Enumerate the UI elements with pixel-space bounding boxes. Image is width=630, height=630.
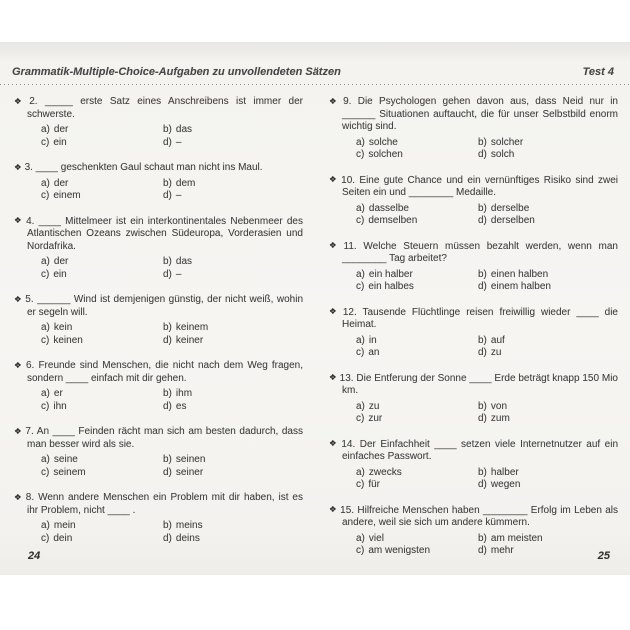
question-item xyxy=(329,306,618,360)
option-key: d) xyxy=(478,149,487,160)
option-key: d) xyxy=(163,532,172,544)
question-text: Hilfreiche Menschen haben ________ Erfolg im Leben als andere, weil sie sich um andere kümmern. xyxy=(342,504,618,528)
question-item xyxy=(14,491,303,545)
question-number: 10. xyxy=(341,174,360,186)
option-item xyxy=(163,520,303,533)
question-number: 3. xyxy=(24,162,36,173)
options-grid xyxy=(356,467,618,492)
option-value: deins xyxy=(175,532,200,544)
option-item xyxy=(163,256,303,269)
option-key: b) xyxy=(163,124,172,135)
option-value: solchen xyxy=(368,149,403,160)
option-value: auf xyxy=(490,334,505,346)
option-key: c) xyxy=(356,281,365,292)
option-key: b) xyxy=(163,520,172,531)
option-item xyxy=(163,454,303,467)
option-value: zum xyxy=(490,413,510,424)
option-value: einem xyxy=(53,190,81,201)
question-item xyxy=(14,95,303,149)
option-key: c) xyxy=(356,413,365,424)
option-item xyxy=(356,149,478,162)
option-item xyxy=(41,335,163,348)
question-text: ______ Wind ist demjenigen günstig, der nicht weiß, wohin er segeln will. xyxy=(27,294,304,318)
option-value: solch xyxy=(490,149,515,160)
question-text-line xyxy=(329,306,618,332)
option-value: kein xyxy=(53,322,73,333)
question-text-line xyxy=(329,438,618,464)
question-number: 6. xyxy=(25,360,39,371)
question-number: 7. xyxy=(25,426,37,437)
option-key: c) xyxy=(356,545,365,556)
option-value: an xyxy=(368,347,380,358)
option-value: dem xyxy=(175,177,196,189)
option-value: solcher xyxy=(490,136,524,148)
option-value: keinem xyxy=(175,322,209,333)
option-key: b) xyxy=(163,454,172,465)
diamond-bullet-icon: ❖ xyxy=(329,174,339,184)
option-value: derselben xyxy=(490,215,535,226)
question-item xyxy=(329,504,618,558)
question-text: Wenn andere Menschen ein Problem mit dir haben, ist es ihr Problem, nicht ____ . xyxy=(27,492,303,516)
option-value: in xyxy=(368,334,377,346)
option-key: c) xyxy=(41,334,50,346)
option-key: d) xyxy=(163,466,172,478)
option-item xyxy=(163,467,303,480)
option-value: keiner xyxy=(175,334,204,346)
option-key: d) xyxy=(163,190,172,201)
option-item xyxy=(163,137,303,150)
option-key: d) xyxy=(478,347,487,358)
option-value: einem halben xyxy=(490,281,551,292)
option-key: d) xyxy=(478,215,487,226)
option-value: ein halber xyxy=(368,268,413,280)
option-value: ihn xyxy=(53,400,67,412)
question-text-line xyxy=(329,504,618,530)
option-value: es xyxy=(175,400,187,412)
options-grid xyxy=(41,388,303,413)
question-text: _____ erste Satz eines Anschreibens ist immer der schwerste. xyxy=(27,96,304,120)
option-key: a) xyxy=(41,388,50,399)
option-key: a) xyxy=(356,400,365,412)
option-value: er xyxy=(53,388,63,399)
option-key: a) xyxy=(356,532,365,544)
option-value: von xyxy=(490,400,508,412)
option-item xyxy=(356,545,478,558)
option-key: b) xyxy=(478,202,487,214)
question-text-line xyxy=(14,215,303,254)
question-text: An ____ Feinden rächt man sich am besten dadurch, dass man besser wird als sie. xyxy=(27,426,303,450)
question-number: 11. xyxy=(343,240,364,252)
option-item xyxy=(356,347,478,360)
option-value: dasselbe xyxy=(368,202,409,214)
diamond-bullet-icon: ❖ xyxy=(329,438,339,448)
options-grid xyxy=(41,124,303,149)
option-item xyxy=(41,256,163,269)
option-value: – xyxy=(175,136,182,148)
diamond-bullet-icon: ❖ xyxy=(329,372,337,382)
question-text: Freunde sind Menschen, die nicht nach dem Weg fragen, sondern ____ einfach mit dir gehen. xyxy=(27,360,304,384)
question-text: Die Entferung der Sonne ____ Erde beträgt knapp 150 Mio km. xyxy=(342,372,618,396)
question-number: 14. xyxy=(341,438,360,450)
question-number: 2. xyxy=(29,96,45,107)
question-text: Eine gute Chance und ein vernünftiges Risiko sind zwei Seiten ein und ________ Medaille. xyxy=(342,174,618,198)
option-item xyxy=(478,269,618,282)
option-key: c) xyxy=(41,136,50,148)
option-item xyxy=(478,137,618,150)
option-value: viel xyxy=(368,532,384,544)
option-value: mehr xyxy=(490,545,514,556)
option-key: b) xyxy=(478,532,487,544)
option-value: der xyxy=(53,256,69,267)
option-value: keinen xyxy=(53,334,83,346)
question-item xyxy=(329,95,618,162)
option-item xyxy=(478,467,618,480)
option-value: am wenigsten xyxy=(368,545,431,556)
option-value: der xyxy=(53,124,69,135)
page-number-right: 25 xyxy=(597,550,610,562)
options-grid xyxy=(356,335,618,360)
option-key: d) xyxy=(478,281,487,292)
question-item xyxy=(14,293,303,347)
options-grid xyxy=(41,178,303,203)
option-value: seinen xyxy=(175,454,206,465)
option-key: a) xyxy=(356,334,365,346)
option-item xyxy=(41,454,163,467)
option-item xyxy=(356,203,478,216)
options-grid xyxy=(41,322,303,347)
question-item xyxy=(329,174,618,228)
left-page-column xyxy=(14,95,303,570)
option-item xyxy=(356,281,478,294)
option-key: b) xyxy=(163,322,172,333)
option-value: einen halben xyxy=(490,268,549,280)
question-text: Der Einfachheit ____ setzen viele Internetnutzer auf ein einfaches Passwort. xyxy=(342,438,619,462)
option-item xyxy=(356,137,478,150)
option-value: für xyxy=(368,479,381,490)
option-item xyxy=(478,149,618,162)
option-item xyxy=(41,533,163,546)
option-value: – xyxy=(175,190,182,201)
question-item xyxy=(329,372,618,426)
option-value: zu xyxy=(368,400,380,412)
option-key: d) xyxy=(163,268,172,280)
option-item xyxy=(478,215,618,228)
option-key: c) xyxy=(41,466,50,478)
option-item xyxy=(41,322,163,335)
option-item xyxy=(356,215,478,228)
option-value: derselbe xyxy=(490,202,530,214)
option-value: zur xyxy=(368,413,383,424)
diamond-bullet-icon: ❖ xyxy=(329,240,341,250)
diamond-bullet-icon: ❖ xyxy=(329,95,341,106)
option-key: a) xyxy=(41,454,50,465)
option-key: c) xyxy=(41,190,50,201)
question-text-line xyxy=(14,359,303,385)
option-value: zwecks xyxy=(368,466,402,478)
question-number: 8. xyxy=(25,492,39,503)
option-key: a) xyxy=(41,177,50,189)
right-page-column xyxy=(329,95,618,570)
option-item xyxy=(478,479,618,492)
question-text-line xyxy=(14,425,303,451)
options-grid xyxy=(356,203,618,228)
option-key: d) xyxy=(478,545,487,556)
option-key: a) xyxy=(41,256,50,267)
option-item xyxy=(356,335,478,348)
diamond-bullet-icon: ❖ xyxy=(14,293,23,304)
question-number: 5. xyxy=(25,294,38,305)
option-key: a) xyxy=(356,268,365,280)
option-value: zu xyxy=(490,347,502,358)
option-value: der xyxy=(53,177,69,189)
question-text-line xyxy=(14,161,303,175)
option-key: b) xyxy=(478,466,487,478)
question-item xyxy=(329,438,618,492)
option-item xyxy=(356,269,478,282)
option-key: b) xyxy=(163,256,172,267)
options-grid xyxy=(41,256,303,281)
option-key: c) xyxy=(356,215,365,226)
page-header xyxy=(0,42,630,78)
option-key: b) xyxy=(163,388,172,399)
option-key: d) xyxy=(478,413,487,424)
question-number: 13. xyxy=(339,372,357,384)
option-key: d) xyxy=(163,136,172,148)
option-key: c) xyxy=(41,268,50,280)
question-text: ____ Mittelmeer ist ein interkontinentales Nebenmeer des Atlantischen Ozeans zwischen Südeuropa, Vorderasien und Nordafrika. xyxy=(27,215,303,252)
option-value: seinem xyxy=(53,466,86,478)
options-grid xyxy=(41,520,303,545)
option-value: dein xyxy=(53,532,73,544)
option-item xyxy=(478,203,618,216)
option-key: b) xyxy=(478,400,487,412)
option-item xyxy=(41,178,163,191)
options-grid xyxy=(356,401,618,426)
question-text: Welche Steuern müssen bezahlt werden, wenn man ________ Tag arbeitet? xyxy=(342,240,618,264)
question-number: 4. xyxy=(26,215,39,227)
test-label: Test 4 xyxy=(582,66,614,78)
diamond-bullet-icon: ❖ xyxy=(14,425,23,436)
option-key: c) xyxy=(356,347,365,358)
option-key: a) xyxy=(41,520,50,531)
question-text-line xyxy=(14,95,303,121)
options-grid xyxy=(41,454,303,479)
option-value: mein xyxy=(53,520,76,531)
question-text: ____ geschenkten Gaul schaut man nicht ins Maul. xyxy=(35,162,263,173)
option-key: b) xyxy=(163,177,172,189)
question-item xyxy=(14,425,303,479)
option-key: d) xyxy=(163,334,172,346)
option-item xyxy=(163,124,303,137)
option-value: ein halbes xyxy=(368,281,414,292)
option-value: – xyxy=(175,268,182,280)
option-item xyxy=(41,401,163,414)
options-grid xyxy=(356,137,618,162)
option-item xyxy=(478,335,618,348)
option-item xyxy=(478,413,618,426)
page-number-left: 24 xyxy=(28,550,41,562)
diamond-bullet-icon: ❖ xyxy=(14,215,24,225)
question-text-line xyxy=(14,491,303,517)
option-key: a) xyxy=(356,136,365,148)
question-columns xyxy=(0,86,630,570)
diamond-bullet-icon: ❖ xyxy=(14,95,27,106)
option-key: b) xyxy=(478,334,487,346)
diamond-bullet-icon: ❖ xyxy=(329,504,338,514)
option-value: meins xyxy=(175,520,203,531)
option-value: seiner xyxy=(175,466,204,478)
scanned-book-spread xyxy=(0,42,630,575)
option-key: a) xyxy=(356,466,365,478)
option-item xyxy=(41,467,163,480)
option-key: b) xyxy=(478,268,487,280)
option-item xyxy=(163,388,303,401)
option-key: b) xyxy=(478,136,487,148)
option-item xyxy=(163,322,303,335)
chapter-title: Grammatik-Multiple-Choice-Aufgaben zu unvollendeten Sätzen xyxy=(12,66,341,78)
question-number: 9. xyxy=(343,96,358,107)
option-item xyxy=(478,533,618,546)
option-key: c) xyxy=(356,149,365,160)
option-item xyxy=(356,479,478,492)
question-text: Tausende Flüchtlinge reisen freiwillig wieder ____ die Heimat. xyxy=(342,306,618,330)
option-key: d) xyxy=(478,479,487,490)
option-value: ein xyxy=(53,268,67,280)
option-value: solche xyxy=(368,136,398,148)
option-value: wegen xyxy=(490,479,521,490)
question-text-line xyxy=(329,240,618,266)
options-grid xyxy=(356,269,618,294)
question-text-line xyxy=(14,293,303,319)
option-item xyxy=(163,269,303,282)
option-value: das xyxy=(175,124,193,135)
diamond-bullet-icon: ❖ xyxy=(14,491,23,502)
option-item xyxy=(356,401,478,414)
option-key: a) xyxy=(356,202,365,214)
question-item xyxy=(14,215,303,282)
option-item xyxy=(41,137,163,150)
option-item xyxy=(478,281,618,294)
option-item xyxy=(163,190,303,203)
option-item xyxy=(41,388,163,401)
option-item xyxy=(41,124,163,137)
option-key: a) xyxy=(41,124,50,135)
question-text: Die Psychologen gehen davon aus, dass Neid nur in ______ Situationen auftaucht, die für unser Selbstbild enorm wichtig sind. xyxy=(342,96,618,132)
option-key: a) xyxy=(41,322,50,333)
option-value: ein xyxy=(53,136,67,148)
option-value: seine xyxy=(53,454,78,465)
question-text-line xyxy=(329,174,618,200)
diamond-bullet-icon: ❖ xyxy=(329,306,340,316)
option-value: ihm xyxy=(175,388,193,399)
option-value: demselben xyxy=(368,215,418,226)
diamond-bullet-icon: ❖ xyxy=(14,161,22,172)
option-key: d) xyxy=(163,400,172,412)
options-grid xyxy=(356,533,618,558)
option-item xyxy=(163,335,303,348)
question-text-line xyxy=(329,372,618,398)
question-item xyxy=(14,161,303,203)
option-value: am meisten xyxy=(490,532,543,544)
option-item xyxy=(41,190,163,203)
diamond-bullet-icon: ❖ xyxy=(14,359,23,370)
question-number: 12. xyxy=(342,306,363,318)
question-text-line xyxy=(329,95,618,134)
option-item xyxy=(163,401,303,414)
option-item xyxy=(163,533,303,546)
option-value: das xyxy=(175,256,193,267)
option-key: c) xyxy=(41,532,50,544)
question-item xyxy=(14,359,303,413)
option-key: c) xyxy=(356,479,365,490)
option-item xyxy=(478,347,618,360)
option-item xyxy=(356,533,478,546)
option-item xyxy=(163,178,303,191)
option-item xyxy=(478,401,618,414)
option-value: halber xyxy=(490,466,519,478)
option-key: c) xyxy=(41,400,50,412)
option-item xyxy=(356,413,478,426)
question-item xyxy=(329,240,618,294)
option-item xyxy=(356,467,478,480)
option-item xyxy=(41,520,163,533)
question-number: 15. xyxy=(340,504,358,516)
option-item xyxy=(41,269,163,282)
